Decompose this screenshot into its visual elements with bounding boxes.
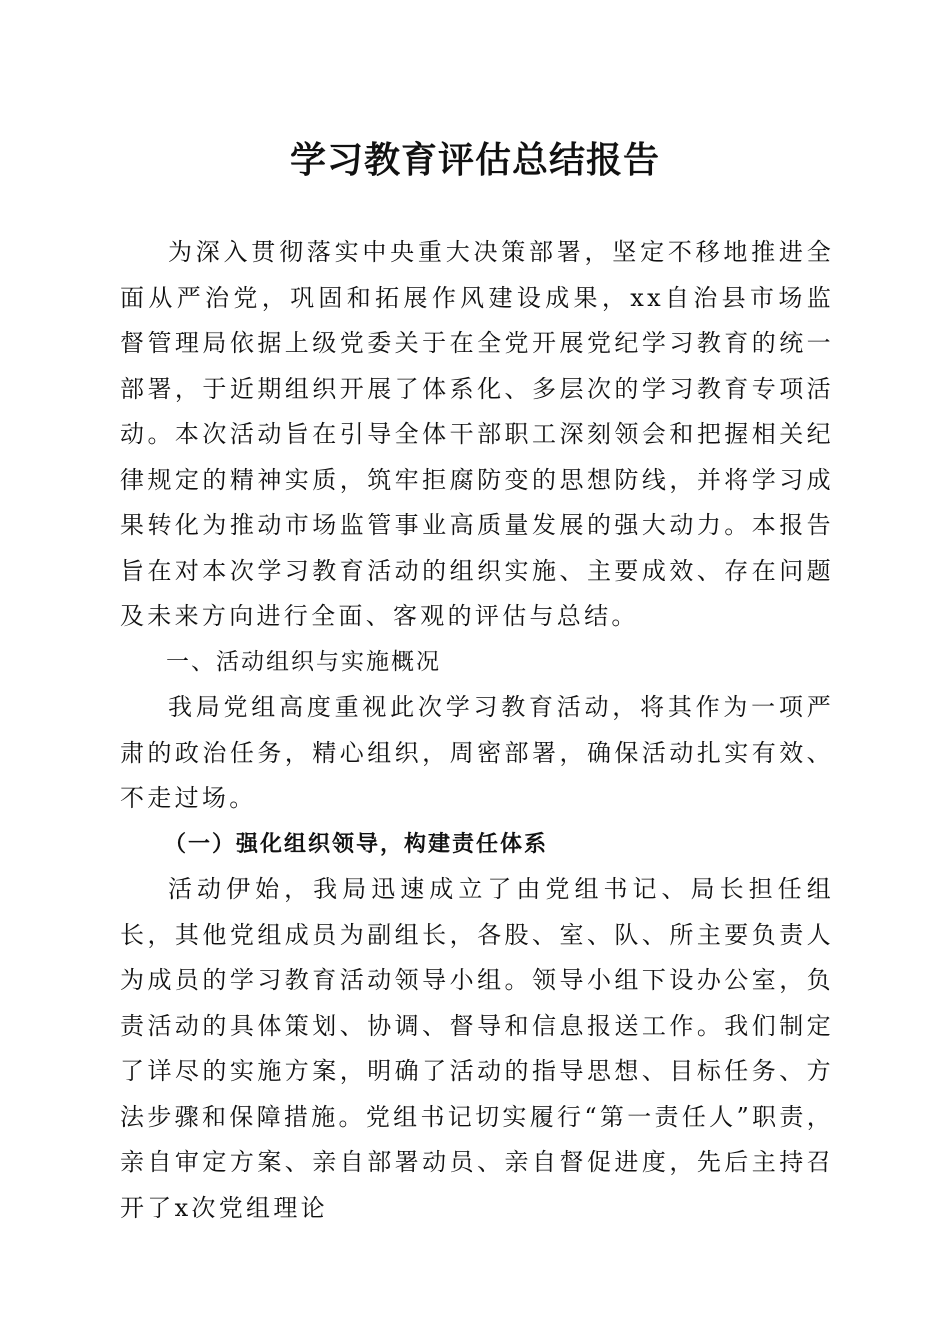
intro-paragraph: 为深入贯彻落实中央重大决策部署，坚定不移地推进全面从严治党，巩固和拓展作风建设成果，xx自治县市场监督管理局依据上级党委关于在全党开展党纪学习教育的统一部署，于近期组织开展了体系化、多层次的学习教育专项活动。本次活动旨在引导全体干部职工深刻领会和把握相关纪律规定的精神实质，筑牢拒腐防变的思想防线，并将学习成果转化为推动市场监管事业高质量发展的强大动力。本报告旨在对本次学习教育活动的组织实施、主要成效、存在问题及未来方向进行全面、客观的评估与总结。: [120, 238, 834, 630]
section-heading: 一、活动组织与实施概况: [166, 648, 441, 675]
section-paragraph: 我局党组高度重视此次学习教育活动，将其作为一项严肃的政治任务，精心组织，周密部署，确保活动扎实有效、不走过场。: [120, 693, 834, 812]
document-body: [120, 230, 834, 1231]
subsection-paragraph: 活动伊始，我局迅速成立了由党组书记、局长担任组长，其他党组成员为副组长，各股、室、队、所主要负责人为成员的学习教育活动领导小组。领导小组下设办公室，负责活动的具体策划、协调、督导和信息报送工作。我们制定了详尽的实施方案，明确了活动的指导思想、目标任务、方法步骤和保障措施。党组书记切实履行“第一责任人”职责，亲自审定方案、亲自部署动员、亲自督促进度，先后主持召开了x次党组理论: [120, 875, 834, 1222]
subsection-heading: （一）强化组织领导，构建责任体系: [164, 830, 549, 857]
document-title: 学习教育评估总结报告: [289, 139, 660, 181]
